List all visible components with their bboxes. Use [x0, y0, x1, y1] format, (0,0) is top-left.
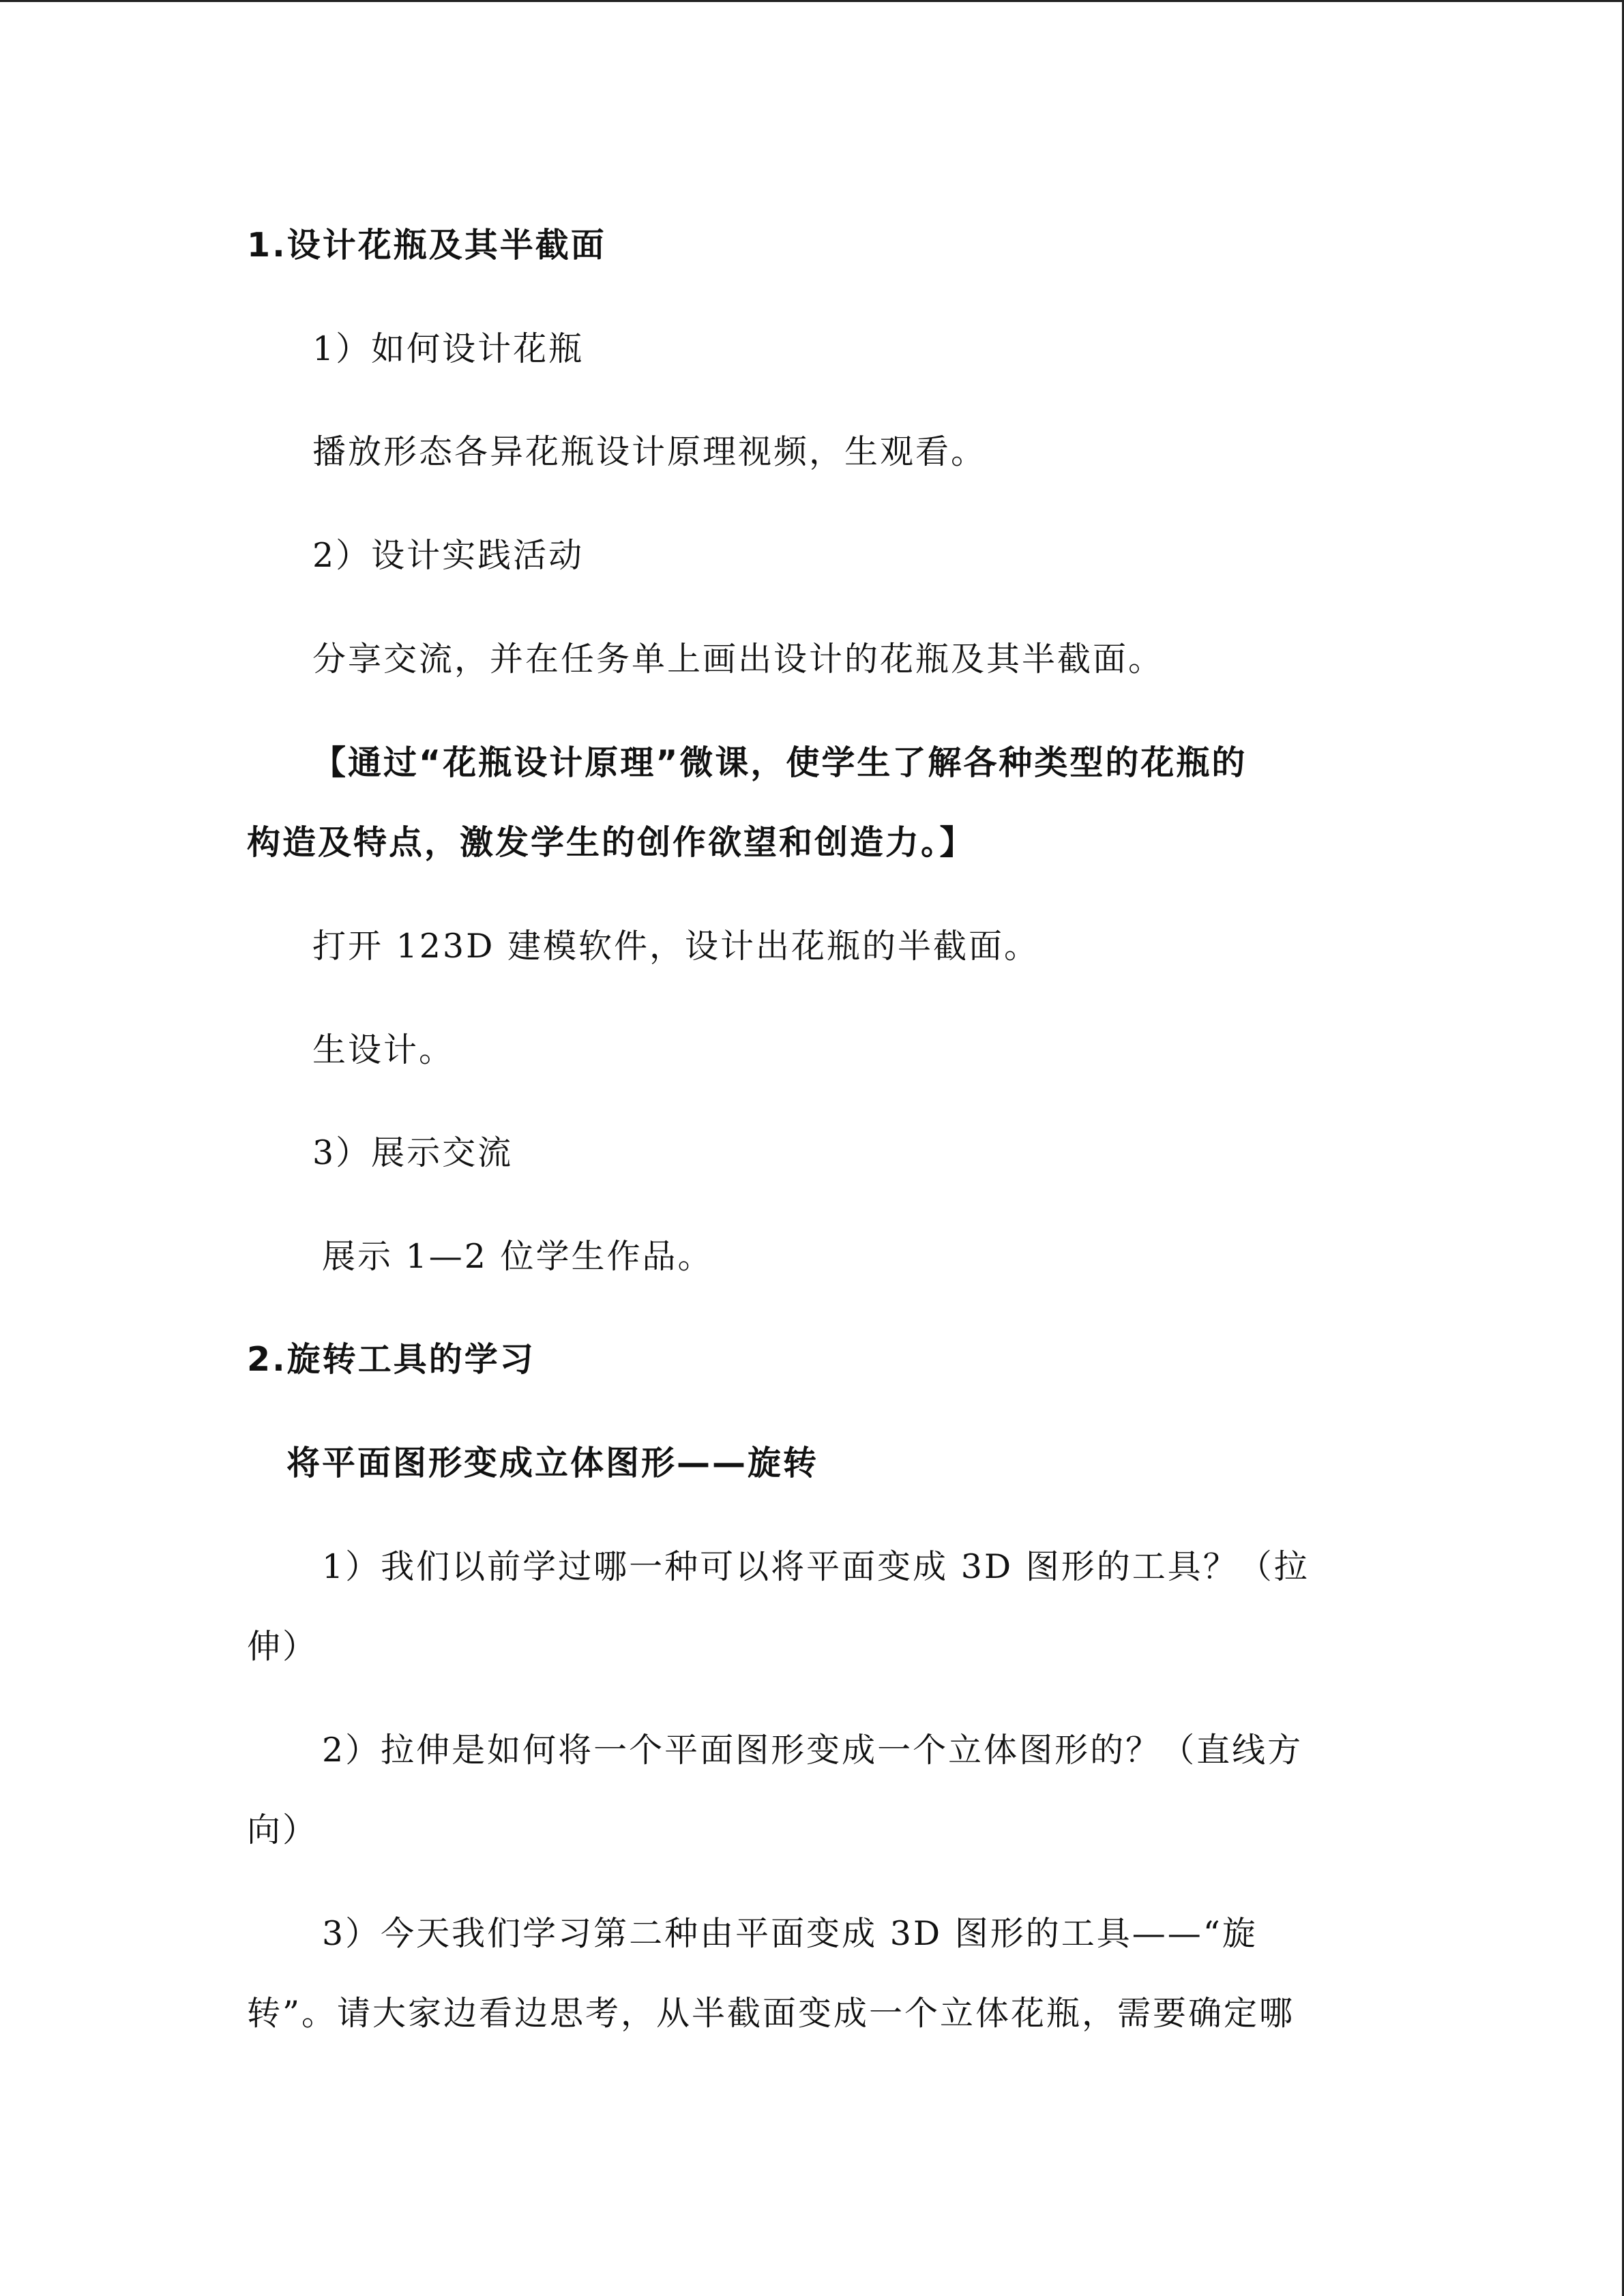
note-line-2: 构造及特点，激发学生的创作欲望和创造力。】	[247, 823, 975, 862]
page-border-top	[0, 0, 1624, 2]
section1-heading: 1.设计花瓶及其半截面	[247, 226, 606, 265]
section2-heading: 2.旋转工具的学习	[247, 1340, 535, 1379]
question-3-line-2: 转”。请大家边看边思考，从半截面变成一个立体花瓶，需要确定哪	[247, 1994, 1295, 2033]
step1-body: 播放形态各异花瓶设计原理视频，生观看。	[312, 432, 987, 471]
step2-title: 2）设计实践活动	[312, 536, 585, 575]
step2-body-3: 生设计。	[312, 1030, 455, 1069]
note-line-1: 【通过“花瓶设计原理”微课，使学生了解各种类型的花瓶的	[312, 743, 1247, 782]
question-2-line-1: 2）拉伸是如何将一个平面图形变成一个立体图形的？（直线方	[322, 1731, 1303, 1770]
step3-title: 3）展示交流	[312, 1133, 514, 1172]
question-3-line-1: 3）今天我们学习第二种由平面变成 3D 图形的工具——“旋	[322, 1914, 1258, 1953]
question-2-line-2: 向）	[247, 1810, 319, 1849]
step2-body-2: 打开 123D 建模软件，设计出花瓶的半截面。	[312, 927, 1039, 966]
section2-subheading: 将平面图形变成立体图形——旋转	[286, 1444, 819, 1482]
step1-title: 1）如何设计花瓶	[312, 329, 585, 368]
step2-body: 分享交流，并在任务单上画出设计的花瓶及其半截面。	[312, 640, 1164, 679]
step3-body: 展示 1—2 位学生作品。	[322, 1237, 713, 1276]
question-1-line-1: 1）我们以前学过哪一种可以将平面变成 3D 图形的工具？（拉	[322, 1547, 1310, 1586]
question-1-line-2: 伸）	[247, 1627, 319, 1666]
